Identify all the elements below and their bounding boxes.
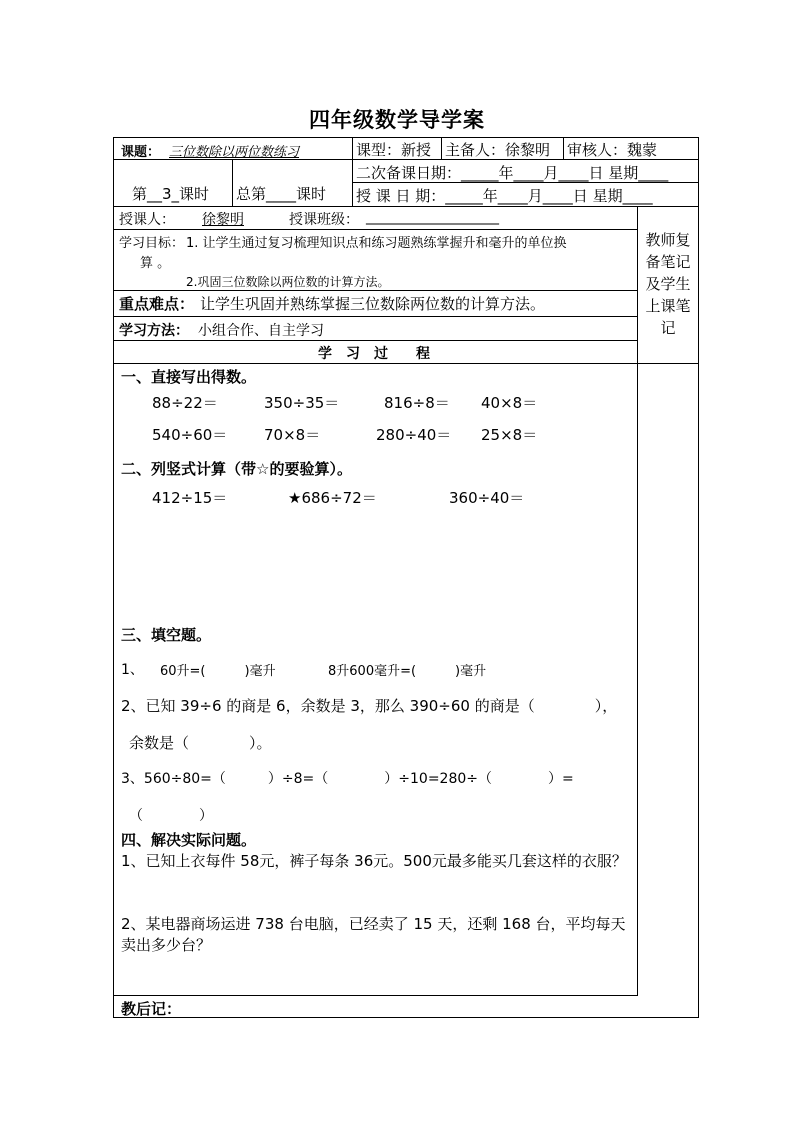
teach-date: 授 课 日 期：_____年____月____日 星期____ [356,187,653,205]
row-divider [113,340,638,341]
section-4-heading: 四、解决实际问题。 [121,831,257,849]
period: 第__3_课时 [132,185,210,203]
oral-item: 816÷8＝ [384,394,450,412]
key-points-label: 重点难点： [119,295,195,313]
topic-value: 三位数除以两位数练习 [169,145,300,160]
word-problem-2: 2、某电器商场运进 738 台电脑，已经卖了 15 天，还剩 168 台，平均每天 [121,915,626,933]
row-divider [113,290,638,291]
row-divider [113,995,638,996]
teacher-label: 授课人： [119,212,175,228]
oral-item: 40×8＝ [481,394,538,412]
method-text: 小组合作、自主学习 [198,323,324,339]
row-divider [113,316,638,317]
word-problem-2-cont: 卖出多少台？ [121,936,212,954]
word-problem-1: 1、已知上衣每件 58元，裤子每条 36元。500元最多能买几套这样的衣服？ [121,852,627,870]
lesson-type: 课型：新授 [356,141,432,159]
fill-q1-number: 1、 [121,662,144,678]
row-divider [113,229,638,230]
page-title: 四年级数学导学案 [309,108,485,132]
section-3-heading: 三、填空题。 [121,626,212,644]
fill-q1-b: 8升600毫升=( )毫升 [328,664,487,679]
section-2-heading: 二、列竖式计算（带☆的要验算）。 [121,460,352,478]
fill-q1-a: 60升=( )毫升 [160,664,276,679]
vertical-calc-item: 412÷15＝ [152,489,228,507]
class-value: ___________________ [366,209,499,225]
oral-item: 540÷60＝ [152,426,228,444]
column-divider [441,137,442,159]
fill-q2: 2、已知 39÷6 的商是 6，余数是 3，那么 390÷60 的商是（ ）， [121,697,618,715]
goals-label: 学习目标： [119,236,185,251]
fill-q3: 3、560÷80=（ ）÷8=（ ）÷10=280÷（ ）= [121,771,574,787]
row-divider [113,206,699,207]
reviewer: 审核人：魏蒙 [567,141,658,159]
oral-item: 88÷22＝ [152,394,218,412]
total-period: 总第____课时 [236,185,327,203]
topic-label: 课题： [121,145,161,160]
key-points-text: 让学生巩固并熟练掌握三位数除两位数的计算方法。 [200,295,546,313]
method-label: 学习方法： [119,323,189,339]
column-divider [232,159,233,206]
second-prep-date: 二次备课日期：_____年____月____日 星期____ [356,164,669,182]
teacher-notes-header: 教师复备笔记及学生上课笔记 [645,231,691,337]
fill-q3-cont: （ ） [129,808,213,824]
preparer: 主备人：徐黎明 [445,141,551,159]
column-divider [352,137,353,206]
section-1-heading: 一、直接写出得数。 [121,368,257,386]
goal-1: 1. 让学生通过复习梳理知识点和练习题熟练掌握升和毫升的单位换 [186,236,567,251]
teacher-value: 徐黎明 [202,212,244,228]
reflection-label: 教后记： [121,1000,182,1018]
oral-item: 70×8＝ [264,426,321,444]
lesson-plan-table [113,137,699,1018]
oral-item: 280÷40＝ [376,426,452,444]
vertical-calc-item: 360÷40＝ [449,489,525,507]
process-heading: 学 习 过 程 [318,346,430,362]
goal-1-cont: 算 。 [140,256,171,271]
oral-item: 25×8＝ [481,426,538,444]
class-label: 授课班级： [289,212,359,228]
row-divider [113,363,699,364]
vertical-calc-item: ★686÷72＝ [288,489,377,507]
fill-q2-cont: 余数是（ ）。 [129,734,272,752]
column-divider [637,206,638,995]
oral-item: 350÷35＝ [264,394,340,412]
column-divider [563,137,564,159]
goal-2: 2.巩固三位数除以两位数的计算方法。 [186,275,390,289]
